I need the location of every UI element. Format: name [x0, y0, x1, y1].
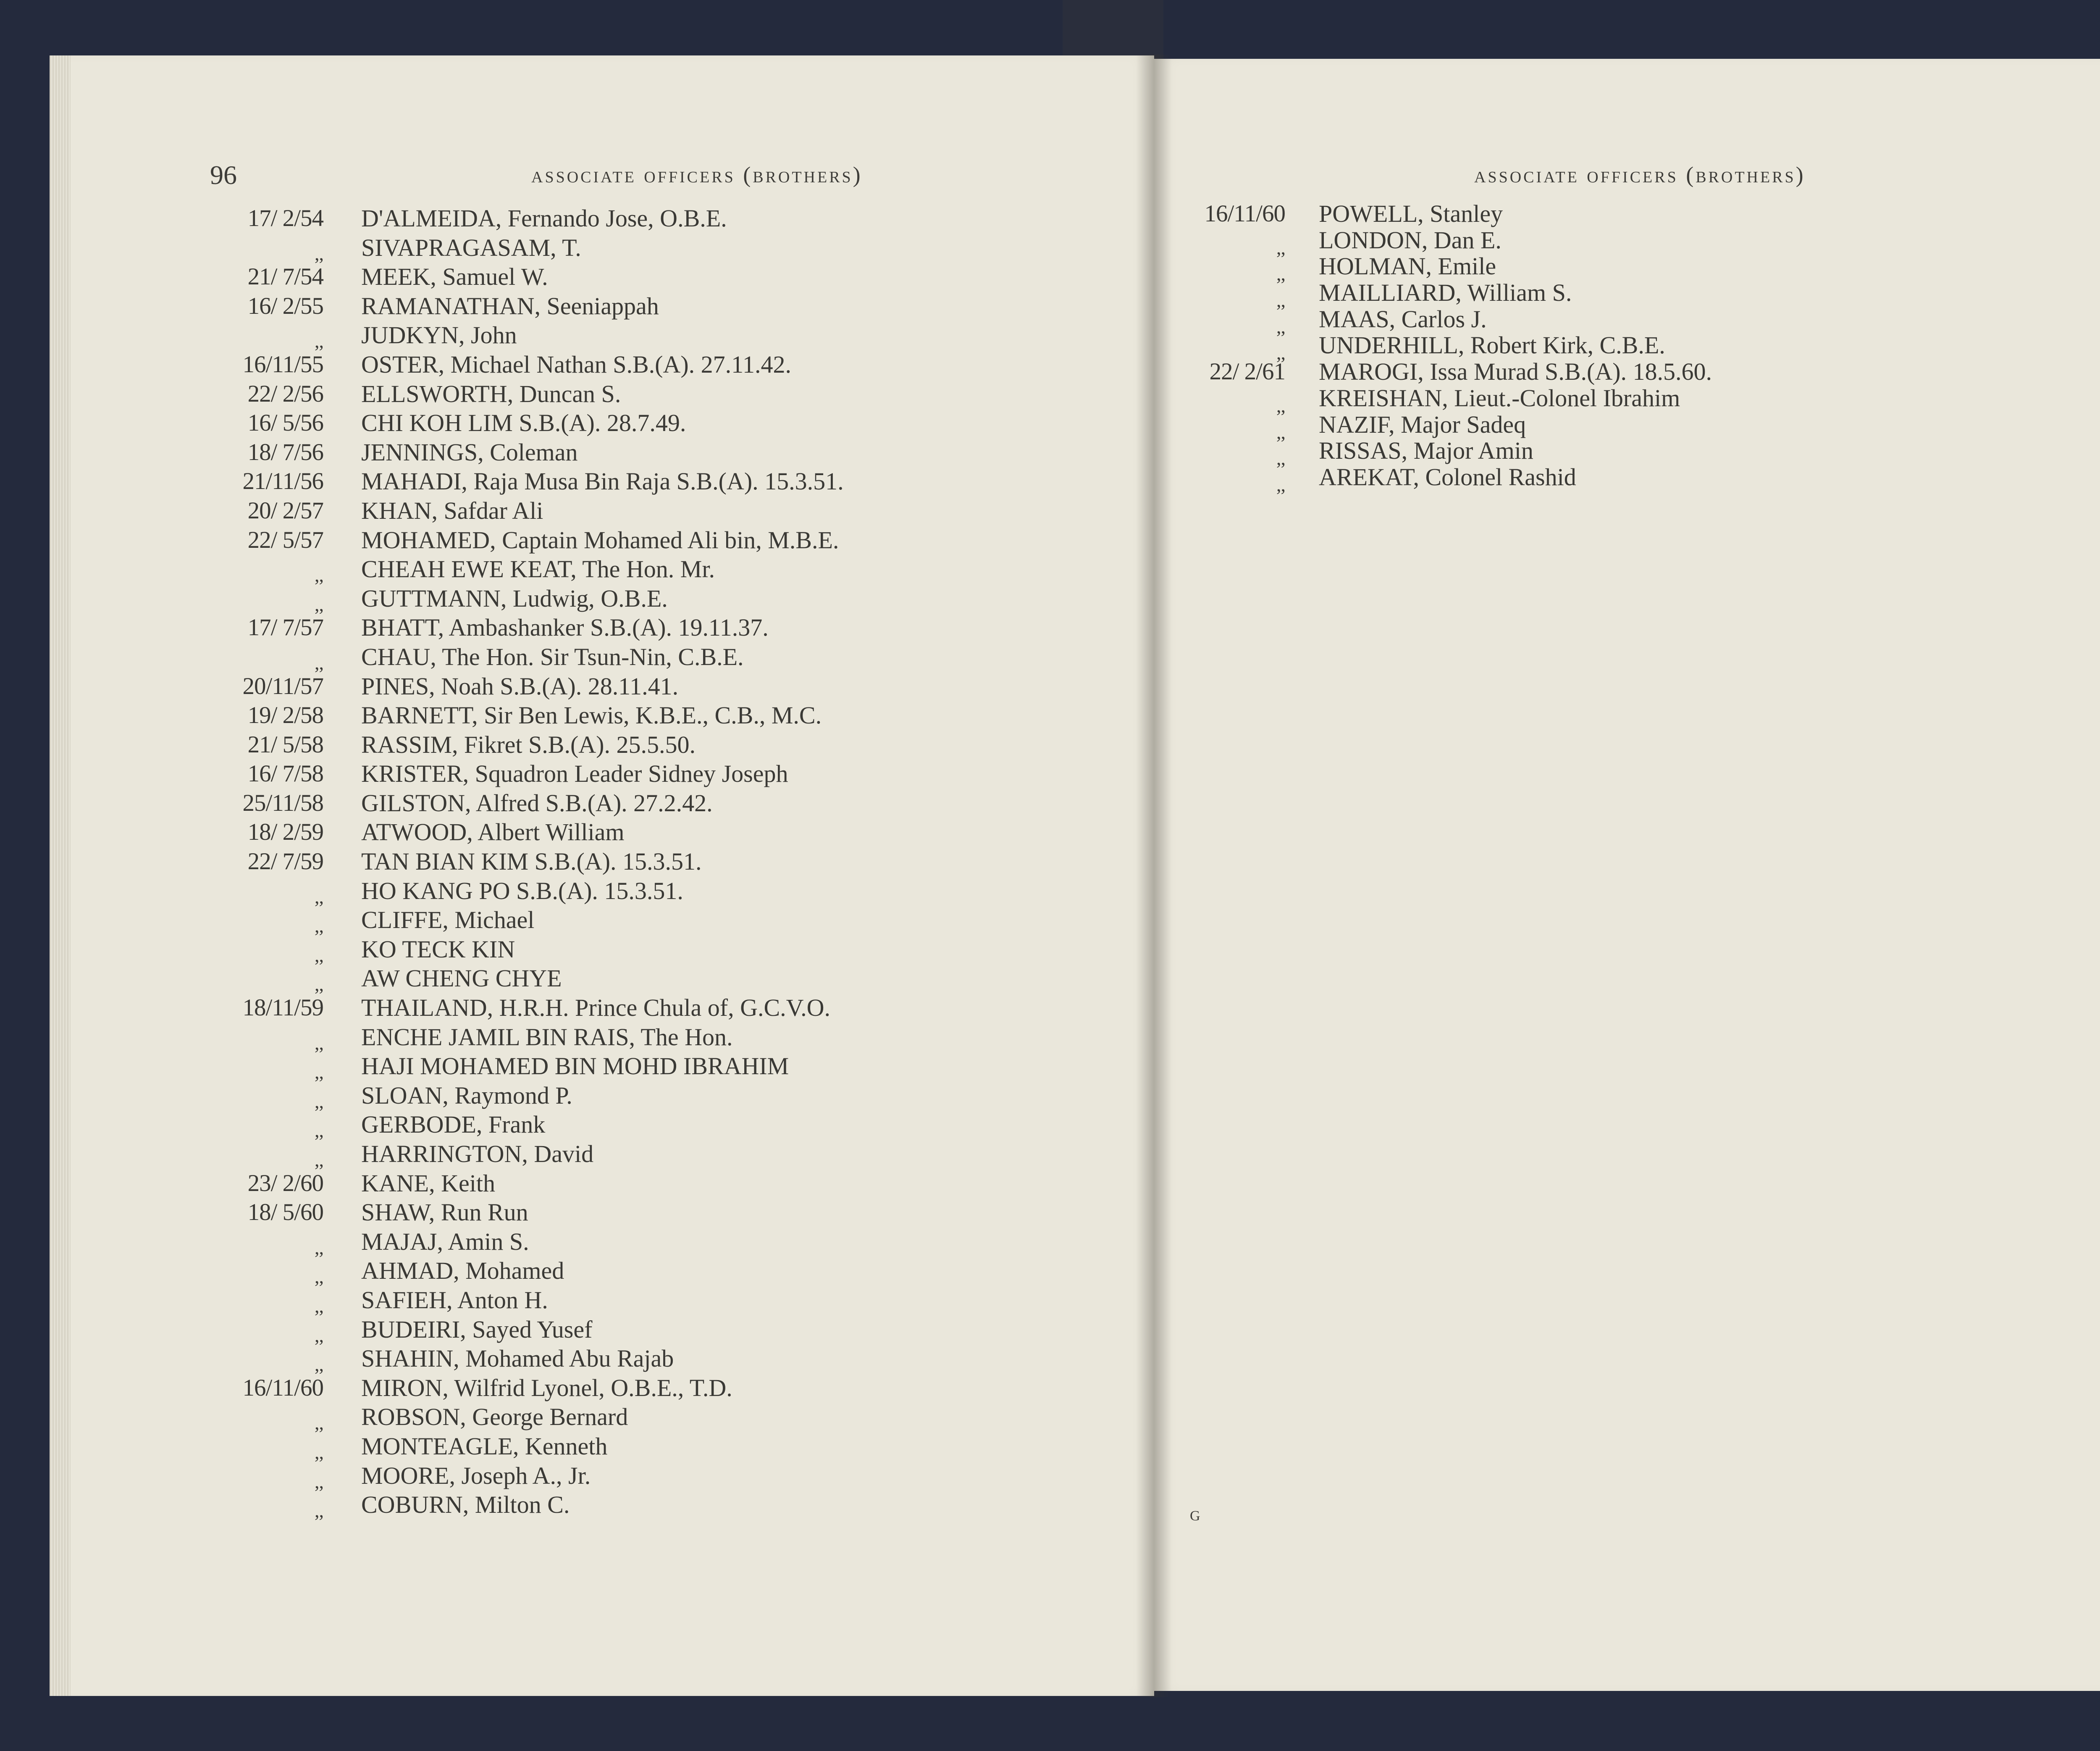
list-item: [1155, 201, 1953, 227]
list-item: [197, 672, 953, 701]
entry-date: ,,: [1276, 289, 1285, 311]
list-item: [197, 1286, 953, 1315]
entry-date: ,,: [315, 1324, 323, 1346]
entry-name: SIVAPRAGASAM, T.: [361, 234, 581, 261]
entry-name: COBURN, Milton C.: [361, 1491, 570, 1519]
list-item: [197, 1081, 953, 1110]
entry-date: ,,: [315, 1149, 323, 1170]
entry-name: RAMANATHAN, Seeniappah: [361, 292, 659, 320]
entry-name: ROBSON, George Bernard: [361, 1403, 628, 1431]
entry-date: 17/ 2/54: [247, 205, 323, 231]
entry-name: SHAW, Run Run: [361, 1199, 528, 1226]
page-stack-edge: [50, 55, 71, 1696]
list-item: [197, 292, 953, 321]
list-item: [197, 730, 953, 760]
list-item: [197, 905, 953, 935]
entry-date: 18/ 2/59: [247, 819, 323, 846]
entry-date: 21/ 5/58: [247, 731, 323, 758]
entry-date: 25/11/58: [242, 789, 323, 816]
entry-date: ,,: [315, 944, 323, 966]
entry-date: 21/11/56: [242, 468, 323, 495]
entry-date: 19/ 2/58: [247, 702, 323, 729]
entry-date: 22/ 7/59: [247, 848, 323, 875]
entry-name: HOLMAN, Emile: [1319, 252, 1496, 280]
entry-date: ,,: [315, 886, 323, 907]
entry-name: KO TECK KIN: [361, 935, 515, 963]
list-item: [197, 555, 953, 584]
entry-name: MAHADI, Raja Musa Bin Raja S.B.(A). 15.3.51.: [361, 468, 844, 495]
list-item: [197, 1023, 953, 1052]
entry-date: ,,: [1276, 394, 1285, 416]
list-item: [197, 964, 953, 993]
entry-name: RASSIM, Fikret S.B.(A). 25.5.50.: [361, 731, 696, 758]
list-item: [197, 496, 953, 526]
entry-date: 22/ 5/57: [247, 526, 323, 553]
entry-name: PINES, Noah S.B.(A). 28.11.41.: [361, 672, 679, 700]
list-item: [1155, 384, 1953, 416]
left-page-number: 96: [210, 160, 237, 190]
list-item: [197, 438, 953, 467]
entry-name: POWELL, Stanley: [1319, 200, 1503, 227]
list-item: [197, 204, 953, 233]
list-item: [197, 701, 953, 730]
list-item: [197, 1461, 953, 1491]
entry-name: GUTTMANN, Ludwig, O.B.E.: [361, 584, 668, 612]
list-item: [197, 379, 953, 409]
entry-date: 16/11/60: [242, 1374, 323, 1401]
list-item: [197, 993, 953, 1023]
entry-date: 17/ 7/57: [247, 614, 323, 641]
entry-name: MAAS, Carlos J.: [1319, 305, 1487, 333]
entry-date: ,,: [1276, 421, 1285, 443]
entry-name: BUDEIRI, Sayed Yusef: [361, 1315, 593, 1343]
list-item: [197, 876, 953, 906]
entry-date: ,,: [315, 915, 323, 937]
entry-name: ATWOOD, Albert William: [361, 818, 625, 846]
entry-name: NAZIF, Major Sadeq: [1319, 410, 1526, 438]
list-item: [197, 1315, 953, 1344]
list-item: [197, 1402, 953, 1432]
entry-name: AHMAD, Mohamed: [361, 1257, 564, 1285]
list-item: [197, 1490, 953, 1520]
entry-date: ,,: [315, 564, 323, 586]
entry-date: ,,: [1276, 342, 1285, 364]
list-item: [197, 1432, 953, 1461]
list-item: [197, 1198, 953, 1227]
entry-name: ENCHE JAMIL BIN RAIS, The Hon.: [361, 1023, 733, 1051]
entry-date: 22/ 2/61: [1209, 358, 1285, 385]
entry-date: ,,: [1276, 473, 1285, 495]
list-item: [197, 642, 953, 672]
entry-name: CLIFFE, Michael: [361, 906, 535, 934]
entry-name: MAILLIARD, William S.: [1319, 279, 1572, 307]
list-item: [1155, 226, 1953, 258]
list-item: [1155, 463, 1953, 495]
list-item: [1155, 437, 1953, 469]
list-item: [197, 935, 953, 964]
entry-date: ,,: [315, 1470, 323, 1492]
entry-name: CHEAH EWE KEAT, The Hon. Mr.: [361, 555, 715, 583]
list-item: [197, 789, 953, 818]
entry-date: 18/11/59: [242, 994, 323, 1021]
entry-date: ,,: [315, 973, 323, 995]
list-item: [197, 467, 953, 496]
list-item: [1155, 331, 1953, 364]
list-item: [197, 1373, 953, 1403]
list-item: [197, 526, 953, 555]
entry-name: ELLSWORTH, Duncan S.: [361, 380, 621, 408]
entry-name: UNDERHILL, Robert Kirk, C.B.E.: [1319, 331, 1665, 359]
list-item: [197, 818, 953, 847]
entry-date: ,,: [315, 242, 323, 264]
entry-date: 16/11/60: [1204, 200, 1285, 227]
list-item: [197, 233, 953, 263]
entry-name: MEEK, Samuel W.: [361, 263, 548, 291]
list-item: [1155, 359, 1953, 385]
entry-name: MIRON, Wilfrid Lyonel, O.B.E., T.D.: [361, 1374, 732, 1401]
entry-name: OSTER, Michael Nathan S.B.(A). 27.11.42.: [361, 350, 792, 378]
entry-name: MOHAMED, Captain Mohamed Ali bin, M.B.E.: [361, 526, 839, 554]
entry-name: RISSAS, Major Amin: [1319, 437, 1533, 465]
entry-name: CHAU, The Hon. Sir Tsun-Nin, C.B.E.: [361, 643, 744, 670]
list-item: [197, 408, 953, 438]
entry-date: ,,: [1276, 447, 1285, 469]
list-item: [197, 262, 953, 292]
entry-name: JUDKYN, John: [361, 321, 517, 349]
entry-date: ,,: [315, 1032, 323, 1054]
right-running-head: associate officers (brothers): [1474, 162, 1806, 187]
entry-name: AW CHENG CHYE: [361, 965, 562, 992]
entry-date: ,,: [315, 1354, 323, 1375]
entry-name: BARNETT, Sir Ben Lewis, K.B.E., C.B., M.C.: [361, 702, 822, 729]
list-item: [1155, 279, 1953, 311]
left-entry-list: [197, 204, 953, 1520]
signature-mark: G: [1190, 1508, 1200, 1524]
entry-name: HAJI MOHAMED BIN MOHD IBRAHIM: [361, 1052, 789, 1080]
list-item: [197, 584, 953, 613]
entry-date: ,,: [315, 1412, 323, 1434]
entry-date: 16/ 5/56: [247, 410, 323, 436]
list-item: [197, 1227, 953, 1257]
entry-date: ,,: [315, 1295, 323, 1317]
list-item: [197, 1110, 953, 1139]
entry-date: ,,: [315, 1061, 323, 1083]
entry-name: SHAHIN, Mohamed Abu Rajab: [361, 1345, 674, 1372]
list-item: [197, 321, 953, 350]
list-item: [197, 613, 953, 642]
entry-date: ,,: [315, 1236, 323, 1258]
list-item: [197, 1256, 953, 1286]
entry-date: 23/ 2/60: [247, 1170, 323, 1196]
entry-date: 22/ 2/56: [247, 380, 323, 407]
list-item: [197, 1139, 953, 1169]
entry-name: SLOAN, Raymond P.: [361, 1081, 572, 1109]
entry-date: ,,: [1276, 315, 1285, 337]
entry-name: HARRINGTON, David: [361, 1140, 594, 1167]
list-item: [1155, 305, 1953, 337]
entry-date: 20/11/57: [242, 673, 323, 699]
entry-name: GERBODE, Frank: [361, 1111, 546, 1138]
book-spine-top: [1063, 0, 1163, 59]
entry-name: MAJAJ, Amin S.: [361, 1228, 529, 1255]
entry-date: 16/ 2/55: [247, 292, 323, 319]
entry-date: ,,: [1276, 263, 1285, 285]
list-item: [197, 759, 953, 789]
list-item: [197, 1169, 953, 1198]
entry-date: 16/ 7/58: [247, 760, 323, 787]
entry-date: ,,: [315, 1441, 323, 1463]
entry-date: 18/ 7/56: [247, 439, 323, 465]
entry-date: 20/ 2/57: [247, 497, 323, 524]
entry-name: AREKAT, Colonel Rashid: [1319, 463, 1576, 491]
entry-name: KANE, Keith: [361, 1169, 495, 1197]
entry-date: ,,: [315, 1500, 323, 1522]
entry-name: THAILAND, H.R.H. Prince Chula of, G.C.V.O.: [361, 994, 830, 1022]
list-item: [1155, 252, 1953, 285]
list-item: [197, 350, 953, 379]
entry-name: HO KANG PO S.B.(A). 15.3.51.: [361, 877, 683, 904]
list-item: [197, 1344, 953, 1373]
entry-name: LONDON, Dan E.: [1319, 226, 1502, 254]
entry-name: MAROGI, Issa Murad S.B.(A). 18.5.60.: [1319, 358, 1712, 386]
entry-name: BHATT, Ambashanker S.B.(A). 19.11.37.: [361, 614, 769, 642]
entry-name: GILSTON, Alfred S.B.(A). 27.2.42.: [361, 789, 713, 817]
entry-name: MONTEAGLE, Kenneth: [361, 1432, 608, 1460]
list-item: [197, 1052, 953, 1081]
entry-name: KRISTER, Squadron Leader Sidney Joseph: [361, 760, 788, 788]
entry-name: CHI KOH LIM S.B.(A). 28.7.49.: [361, 409, 686, 437]
entry-date: ,,: [315, 1090, 323, 1112]
entry-date: 18/ 5/60: [247, 1199, 323, 1226]
left-running-head: associate officers (brothers): [531, 162, 863, 187]
entry-name: KHAN, Safdar Ali: [361, 497, 543, 524]
entry-date: ,,: [315, 330, 323, 352]
entry-date: ,,: [315, 593, 323, 615]
entry-name: MOORE, Joseph A., Jr.: [361, 1462, 591, 1489]
entry-date: 21/ 7/54: [247, 263, 323, 290]
list-item: [197, 847, 953, 876]
entry-name: JENNINGS, Coleman: [361, 438, 578, 466]
entry-date: ,,: [315, 1120, 323, 1141]
list-item: [1155, 410, 1953, 443]
entry-name: TAN BIAN KIM S.B.(A). 15.3.51.: [361, 848, 702, 876]
entry-date: ,,: [315, 1266, 323, 1288]
right-entry-list: [1155, 200, 1953, 495]
entry-date: ,,: [1276, 237, 1285, 258]
entry-name: KREISHAN, Lieut.-Colonel Ibrahim: [1319, 384, 1680, 412]
entry-name: D'ALMEIDA, Fernando Jose, O.B.E.: [361, 205, 727, 232]
entry-date: 16/11/55: [242, 351, 323, 378]
entry-date: ,,: [315, 652, 323, 673]
entry-name: SAFIEH, Anton H.: [361, 1286, 548, 1314]
